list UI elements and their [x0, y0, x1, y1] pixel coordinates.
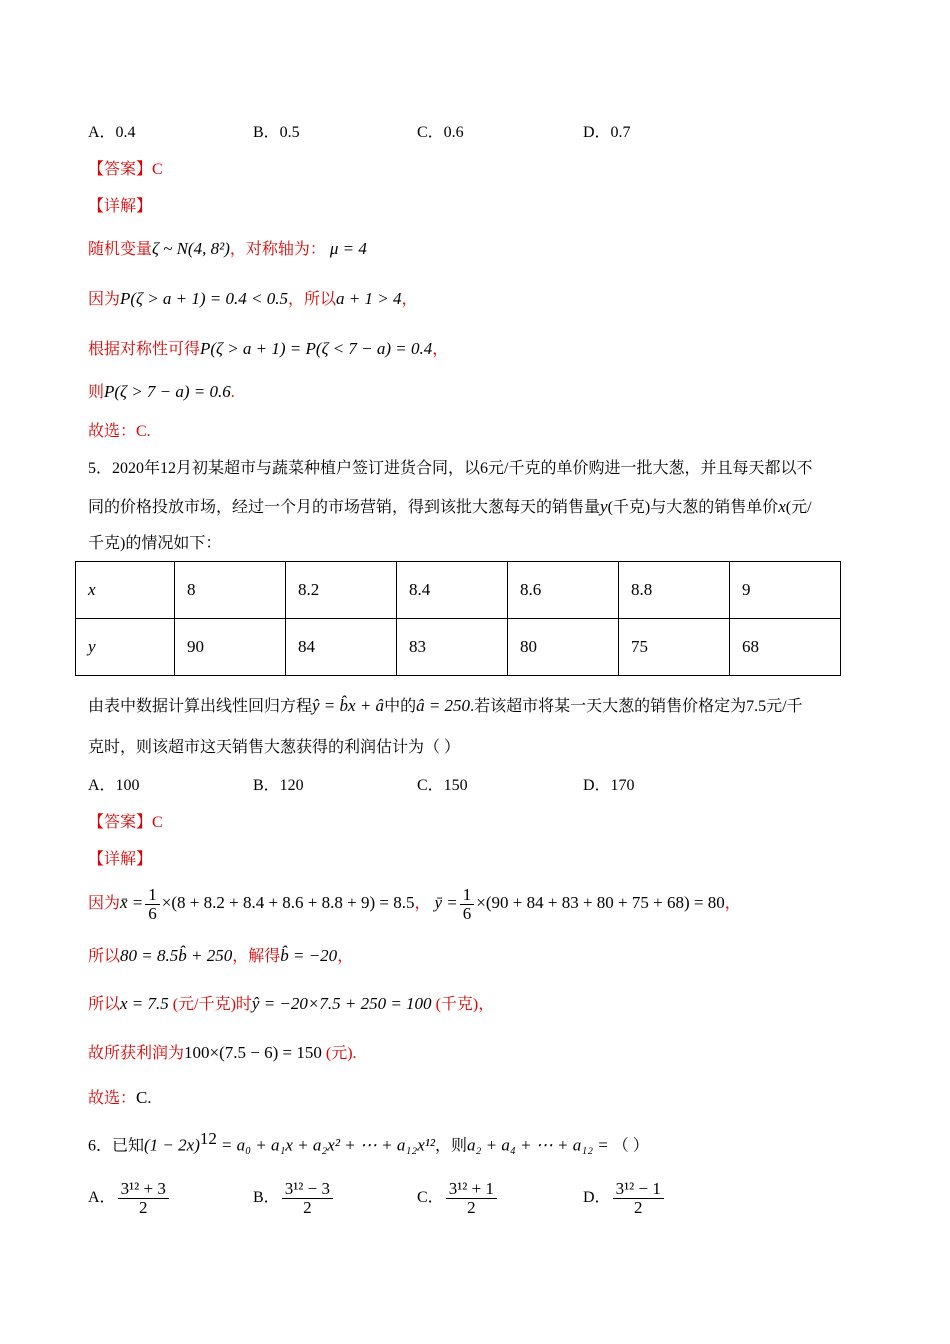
math: 80 = 8.5b̂ + 250 [120, 946, 233, 965]
text: (千克)， [435, 996, 495, 1013]
table-cell: 8.4 [397, 562, 508, 619]
table-cell: 68 [730, 619, 841, 676]
text: 因为 [88, 895, 121, 912]
answer-tag: 【答案】 [88, 814, 153, 831]
text: ， [724, 895, 741, 912]
denominator: 6 [148, 903, 157, 923]
table-cell: 80 [508, 619, 619, 676]
denominator: 2 [303, 1198, 312, 1217]
math-exponent: 12 [199, 1129, 217, 1148]
text: 由表中数据计算出线性回归方程 [88, 698, 313, 715]
option-label: A． [88, 1189, 116, 1207]
text: 则 [88, 384, 105, 401]
text: ， [337, 948, 354, 965]
q4-detail-line-3 [88, 338, 448, 361]
text: (元/ [785, 499, 812, 516]
fraction [613, 1180, 664, 1217]
math: P(ζ > a + 1) = P(ζ < 7 − a) = 0.4 [200, 339, 433, 358]
math: ×(90 + 84 + 83 + 80 + 75 + 68) = 80 [476, 893, 725, 912]
answer-value: C [152, 161, 163, 178]
text: 根据对称性可得 [88, 341, 201, 358]
math: ×(8 + 8.2 + 8.4 + 8.6 + 8.8 + 9) = 8.5 [161, 893, 415, 912]
fraction [282, 1180, 333, 1217]
text: ， [432, 341, 449, 358]
q6-option-d [583, 1180, 666, 1217]
fraction [145, 886, 160, 923]
text: （ ） [612, 1137, 649, 1155]
numerator: 3¹² − 3 [282, 1180, 333, 1199]
answer-value: C [152, 814, 163, 831]
q6-stem [88, 1128, 649, 1157]
text: 随机变量 [88, 241, 153, 258]
math: C [136, 1088, 148, 1107]
math: ŷ = −20×7.5 + 250 = 100 [251, 994, 432, 1013]
text: (元/千克)时 [172, 996, 252, 1013]
numerator: 3¹² + 3 [118, 1180, 169, 1199]
fraction [460, 886, 475, 923]
numerator: 3¹² − 1 [613, 1180, 664, 1199]
q5-stem-line-1: 5．2020年12月初某超市与蔬菜种植户签订进货合同，以6元/千克的单价购进一批大葱，并且每天都以不 [88, 460, 813, 477]
q5-answer [88, 812, 163, 834]
fraction [118, 1180, 169, 1217]
option-label: D． [583, 1189, 611, 1207]
q4-detail-line-4 [88, 381, 235, 404]
q6-option-b [253, 1180, 335, 1217]
q5-option-d: D．170 [583, 777, 635, 794]
fraction [446, 1180, 497, 1217]
q5-stem-line-4 [88, 695, 803, 718]
denominator: 2 [467, 1198, 476, 1217]
math: â = 250 [416, 696, 471, 715]
math: (1 − 2x) [144, 1135, 200, 1155]
q4-option-c: C．0.6 [417, 124, 464, 141]
text: (元). [325, 1045, 357, 1062]
text: 6．已知 [88, 1137, 145, 1155]
q5-stem-line-3: 千克)的情况如下： [88, 535, 222, 552]
math: x = 7.5 [120, 994, 169, 1013]
denominator: 2 [138, 1198, 148, 1217]
text: 中的 [384, 698, 417, 715]
math: ζ ~ N(4, 8²) [152, 239, 230, 258]
text: 同的价格投放市场，经过一个月的市场营销，得到该批大葱每天的销售量 [88, 499, 601, 516]
q6-option-c [417, 1180, 499, 1217]
text: ，解得 [232, 948, 281, 965]
q4-detail-line-1 [88, 238, 367, 261]
table-cell: 75 [619, 619, 730, 676]
table-cell: 8.8 [619, 562, 730, 619]
table-cell: 8.2 [286, 562, 397, 619]
q4-detail-tag: 【详解】 [88, 198, 153, 215]
math: a₂ + a₄ + ⋯ + a₁₂ = [466, 1135, 609, 1155]
denominator: 6 [462, 903, 472, 923]
q5-option-b: B．120 [253, 777, 304, 794]
q5-option-c: C．150 [417, 777, 468, 794]
math: a + 1 > 4 [336, 289, 402, 308]
numerator: 1 [460, 886, 475, 905]
text: 故选： [88, 1090, 137, 1107]
table-cell: 84 [286, 619, 397, 676]
q5-detail-line-4 [88, 1042, 357, 1065]
q4-conclusion: 故选：C. [88, 423, 151, 440]
var-y: y [600, 497, 608, 516]
table-row [76, 619, 841, 676]
math: b̂ = −20 [280, 946, 338, 965]
text: . [230, 384, 235, 401]
var-x: x [778, 497, 786, 516]
table-row [76, 562, 841, 619]
math: x̄ = [120, 893, 144, 912]
q4-detail-line-2 [88, 288, 417, 311]
q4-answer [88, 159, 163, 181]
text: . [147, 1090, 152, 1107]
math: ȳ = [434, 893, 458, 912]
denominator: 2 [633, 1198, 643, 1217]
table-header-cell: y [76, 619, 175, 676]
math: 100×(7.5 − 6) = 150 [184, 1043, 322, 1062]
option-label: B． [253, 1189, 280, 1207]
table-cell: 8 [175, 562, 286, 619]
q5-detail-tag: 【详解】 [88, 851, 153, 868]
math: = a₀ + a₁x + a₂x² + ⋯ + a₁₂x¹² [220, 1135, 435, 1155]
math: μ = 4 [329, 239, 367, 258]
text: 所以 [88, 948, 121, 965]
q5-option-a: A．100 [88, 777, 140, 794]
answer-tag: 【答案】 [88, 161, 153, 178]
q5-detail-line-1 [88, 880, 741, 927]
q5-stem-line-2 [88, 496, 812, 519]
q4-option-b: B．0.5 [253, 124, 300, 141]
text: ，对称轴为： [229, 241, 326, 258]
table-cell: 83 [397, 619, 508, 676]
table-cell: 8.6 [508, 562, 619, 619]
q5-stem-line-5: 克时，则该超市这天销售大葱获得的利润估计为（ ） [88, 739, 461, 756]
text: ，则 [434, 1137, 467, 1155]
text: ， [401, 291, 418, 308]
q5-conclusion [88, 1087, 151, 1110]
text: 所以 [88, 996, 121, 1013]
math: ŷ = b̂x + â [312, 696, 385, 715]
q4-option-d: D．0.7 [583, 124, 631, 141]
q6-option-a [88, 1180, 171, 1217]
numerator: 1 [145, 886, 160, 905]
text: ， [414, 895, 431, 912]
math: P(ζ > 7 − a) = 0.6 [104, 382, 231, 401]
q5-detail-line-3 [88, 993, 494, 1016]
q5-data-table [75, 561, 841, 676]
text: ，所以 [288, 291, 337, 308]
table-cell: 90 [175, 619, 286, 676]
table-header-cell: x [76, 562, 175, 619]
table-cell: 9 [730, 562, 841, 619]
q4-option-a: A．0.4 [88, 124, 136, 141]
math: P(ζ > a + 1) = 0.4 < 0.5 [120, 289, 288, 308]
option-label: C． [417, 1189, 444, 1207]
text: 因为 [88, 291, 121, 308]
q5-detail-line-2 [88, 945, 353, 968]
text: .若该超市将某一天大葱的销售价格定为7.5元/千 [470, 698, 803, 715]
numerator: 3¹² + 1 [446, 1180, 497, 1199]
text: (千克)与大葱的销售单价 [607, 499, 779, 516]
text: 故所获利润为 [88, 1045, 185, 1062]
